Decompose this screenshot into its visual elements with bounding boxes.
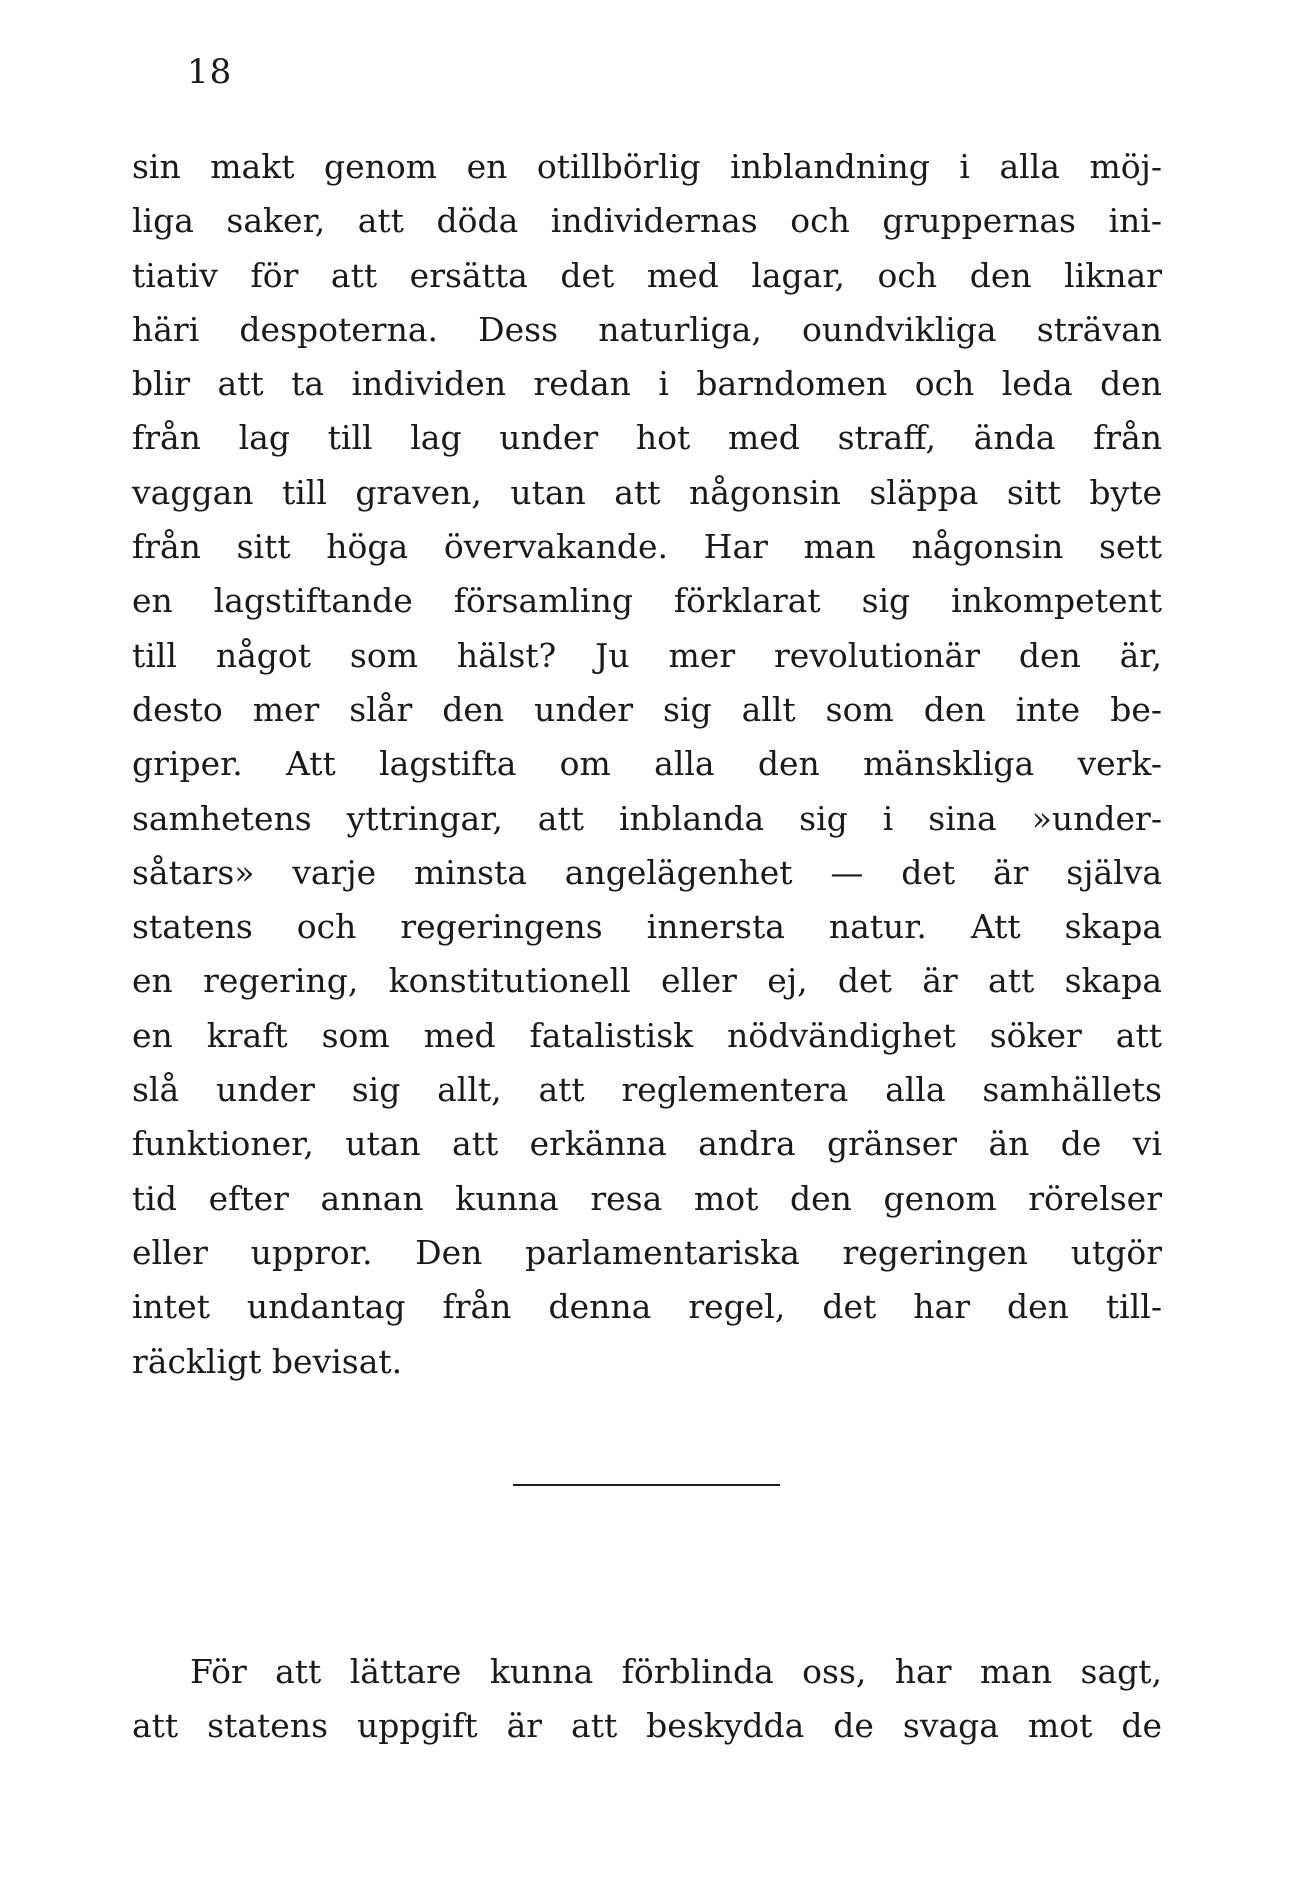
- text-line: till något som hälst? Ju mer revolutionär den är,: [132, 635, 1162, 675]
- text-line: För att lättare kunna förblinda oss, har man sagt,: [190, 1652, 1162, 1691]
- text-line: såtars» varje minsta angelägenhet — det är själva: [132, 852, 1162, 892]
- text-line: att statens uppgift är att beskydda de svaga mot de: [132, 1706, 1162, 1746]
- section-separator: [513, 1484, 780, 1486]
- text-line: liga saker, att döda individernas och gruppernas ini-: [132, 201, 1162, 241]
- text-line: griper. Att lagstifta om alla den mänskliga verk-: [132, 744, 1162, 784]
- text-line: desto mer slår den under sig allt som den inte be-: [132, 689, 1162, 729]
- text-line: slå under sig allt, att reglementera alla samhällets: [132, 1070, 1162, 1110]
- text-line: en kraft som med fatalistisk nödvändighet söker att: [132, 1015, 1162, 1055]
- text-line: räckligt bevisat.: [132, 1341, 403, 1381]
- text-line: tid efter annan kunna resa mot den genom rörelser: [132, 1178, 1162, 1218]
- text-line: tiativ för att ersätta det med lagar, och den liknar: [132, 255, 1162, 295]
- text-line: intet undantag från denna regel, det har den till-: [132, 1287, 1162, 1327]
- second-paragraph: [132, 1645, 1162, 1754]
- text-line: statens och regeringens innersta natur. Att skapa: [132, 907, 1162, 947]
- text-line: sin makt genom en otillbörlig inblandning i alla möj-: [132, 147, 1162, 186]
- text-line: vaggan till graven, utan att någonsin släppa sitt byte: [132, 472, 1162, 512]
- text-line: från lag till lag under hot med straff, ända från: [132, 418, 1162, 458]
- text-line: från sitt höga övervakande. Har man någonsin sett: [132, 527, 1162, 567]
- text-line: häri despoterna. Dess naturliga, oundvikliga strävan: [132, 309, 1162, 349]
- text-line: samhetens yttringar, att inblanda sig i sina »under-: [132, 798, 1162, 838]
- page-number: 18: [187, 52, 233, 92]
- text-line: funktioner, utan att erkänna andra gränser än de vi: [132, 1124, 1162, 1164]
- text-line: eller uppror. Den parlamentariska regeringen utgör: [132, 1232, 1162, 1272]
- text-line: blir att ta individen redan i barndomen och leda den: [132, 364, 1162, 404]
- text-line: en lagstiftande församling förklarat sig inkompetent: [132, 581, 1162, 621]
- text-line: en regering, konstitutionell eller ej, det är att skapa: [132, 961, 1162, 1001]
- main-paragraph: [132, 140, 1162, 1389]
